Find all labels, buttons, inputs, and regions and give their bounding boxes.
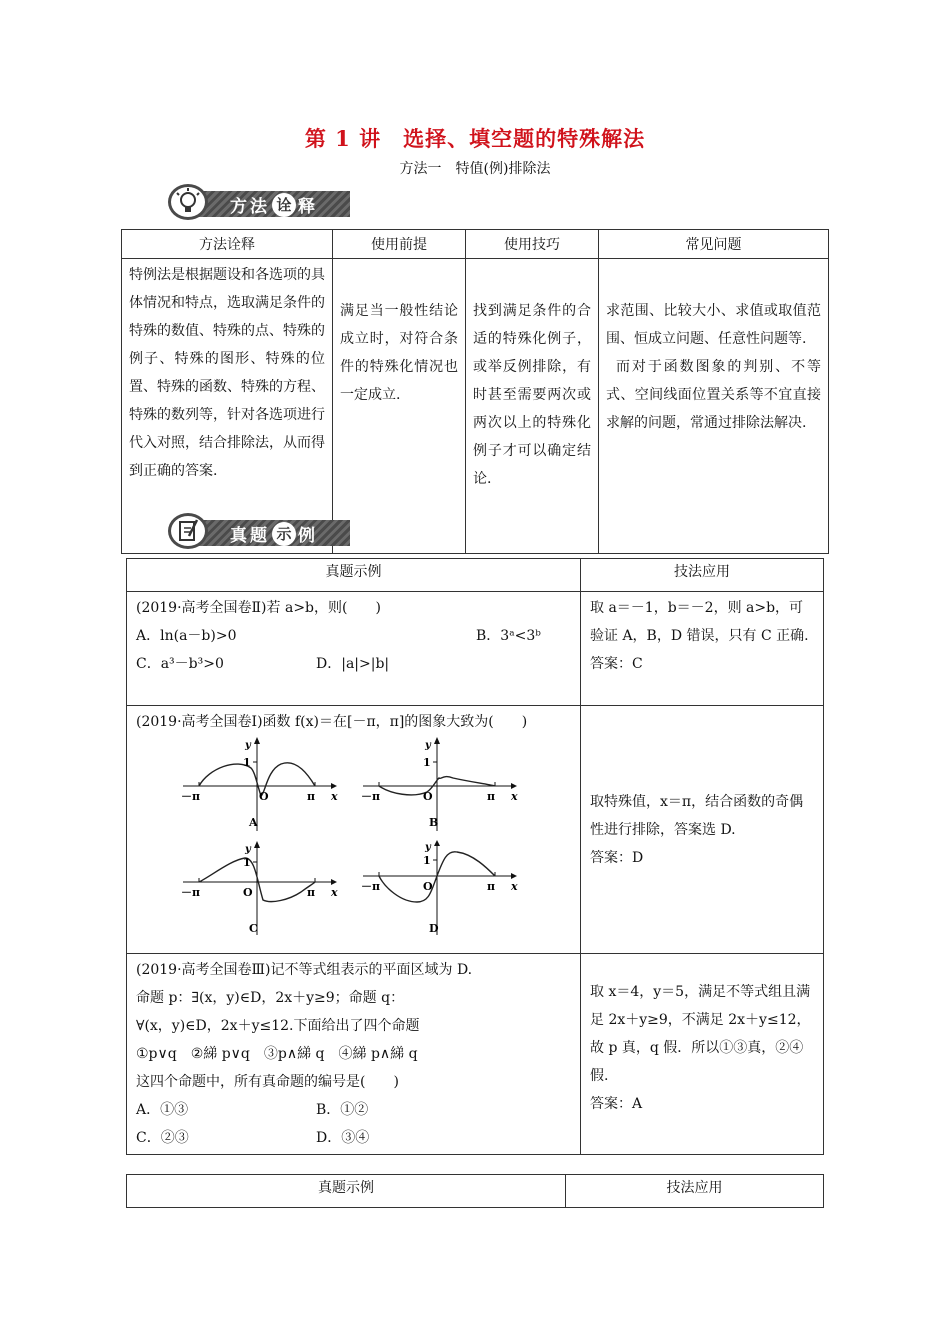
tick-one: 1 [243,756,251,769]
graph-b [361,736,526,836]
graph-c [181,840,346,940]
axis-x-label: x [511,880,518,893]
q3-option-b: B．①② [316,1102,369,1118]
graph-label-d: D [429,922,439,935]
examples-table [126,558,824,1155]
q1-answer: 答案：C [590,656,643,672]
axis-x-label: x [331,790,338,803]
examples-banner [168,513,352,551]
header-examples: 真题示例 [127,559,581,592]
method-banner [168,184,352,222]
cell-technique: 找到满足条件的合适的特殊化例子，或举反例排除，有时甚至需要两次或两次以上的特殊化例子才可以确定结论. [466,259,599,554]
q3-option-a: A．①③ [136,1102,189,1118]
q2-stem: (2019·高考全国卷Ⅰ)函数 f(x)＝在[－π，π]的图象大致为( ) [136,714,528,730]
q3-line-1: (2019·高考全国卷Ⅲ)记不等式组表示的平面区域为 D. [136,962,473,978]
section-subtitle: 方法一 特值(例)排除法 [399,161,551,177]
q2-answer: 答案：D [590,849,644,866]
tick-pi: π [307,790,316,803]
tick-pi: π [487,880,496,893]
tick-one: 1 [243,856,251,869]
header-problems: 常见问题 [599,230,829,259]
q1-option-a: A．ln(a－b)>0 [136,628,237,644]
origin-label: O [423,790,433,803]
q3-line-5: 这四个命题中，所有真命题的编号是( ) [136,1074,399,1090]
pencil-icon [168,513,208,549]
axis-y-label: y [245,844,251,855]
tick-neg-pi: －π [361,790,381,803]
q2-solution: 取特殊值，x＝π，结合函数的奇偶性进行排除，答案选 D. [590,793,804,838]
origin-label: O [423,880,433,893]
q2-graphs [181,736,571,944]
header-premise: 使用前提 [333,230,466,259]
q3-option-d: D．③④ [316,1130,370,1146]
solution-1 [581,592,824,706]
q1-stem: (2019·高考全国卷Ⅱ)若 a>b，则( ) [136,600,381,616]
header-application: 技法应用 [581,559,824,592]
question-3 [127,954,581,1155]
q3-option-c: C．②③ [136,1130,189,1146]
cell-method: 特例法是根据题设和各选项的具体情况和特点，选取满足条件的特殊的数值、特殊的点、特殊的例子、特殊的图形、特殊的位置、特殊的函数、特殊的方程、特殊的数列等，针对各选项进行代入对照，结合排除法，从而得到正确的答案. [122,259,333,554]
cell-premise: 满足当一般性结论成立时，对符合条件的特殊化情况也一定成立. [333,259,466,554]
q1-option-d: D．|a|>|b| [316,656,390,672]
header-application: 技法应用 [566,1175,824,1208]
q1-option-c: C．a³－b³>0 [136,656,224,672]
solution-3 [581,954,824,1155]
axis-x-label: x [511,790,518,803]
q1-solution: 取 a＝－1，b＝－2，则 a>b，可验证 A，B，D 错误，只有 C 正确. [590,600,809,644]
tick-pi: π [307,886,316,899]
problems-text-2: 而对于函数图象的判别、不等式、空间线面位置关系等不宜直接求解的问题，常通过排除法解决. [606,359,821,431]
graph-label-a: A [249,816,258,829]
banner-circle-char: 诠 [272,193,296,217]
tick-one: 1 [423,854,431,867]
axis-y-label: y [245,740,251,751]
graph-a [181,736,346,836]
header-method: 方法诠释 [122,230,333,259]
q3-line-3: ∀(x，y)∈D，2x＋y≤12.下面给出了四个命题 [136,1018,420,1034]
method-table [121,229,829,554]
origin-label: O [243,886,253,899]
banner-text-end: 例 [298,526,318,546]
axis-y-label: y [425,740,431,751]
q3-solution: 取 x＝4，y＝5，满足不等式组且满足 2x＋y≥9，不满足 2x＋y≤12，故 p 真，q 假．所以①③真，②④假. [590,984,811,1084]
banner-text-end: 释 [298,197,318,217]
cell-problems [599,259,829,554]
tick-pi: π [487,790,496,803]
tick-neg-pi: －π [181,886,201,899]
next-examples-table [126,1174,824,1208]
q3-answer: 答案：A [590,1096,643,1112]
question-2 [127,706,581,954]
origin-label: O [259,790,269,803]
tick-neg-pi: －π [181,790,201,803]
graph-d [361,840,526,940]
axis-y-label: y [425,842,431,853]
problems-text-1: 求范围、比较大小、求值或取值范围、恒成立问题、任意性问题等. [606,303,821,347]
tick-neg-pi: －π [361,880,381,893]
page-title: 第 1 讲 选择、填空题的特殊解法 [304,126,646,151]
tick-one: 1 [423,756,431,769]
banner-circle-char: 示 [272,522,296,546]
banner-text: 方法 [230,197,270,217]
solution-2 [581,706,824,954]
question-1 [127,592,581,706]
q3-line-4: ①p∨q ②綈 p∨q ③p∧綈 q ④綈 p∧綈 q [136,1046,418,1062]
axis-x-label: x [331,886,338,899]
banner-text: 真题 [230,526,270,546]
q3-line-2: 命题 p：∃(x，y)∈D，2x＋y≥9；命题 q： [136,990,405,1006]
graph-label-c: C [249,922,258,935]
graph-label-b: B [429,816,439,829]
header-technique: 使用技巧 [466,230,599,259]
q1-option-b: B．3ᵃ<3ᵇ [476,628,541,644]
lightbulb-icon [168,184,208,220]
header-examples: 真题示例 [127,1175,566,1208]
